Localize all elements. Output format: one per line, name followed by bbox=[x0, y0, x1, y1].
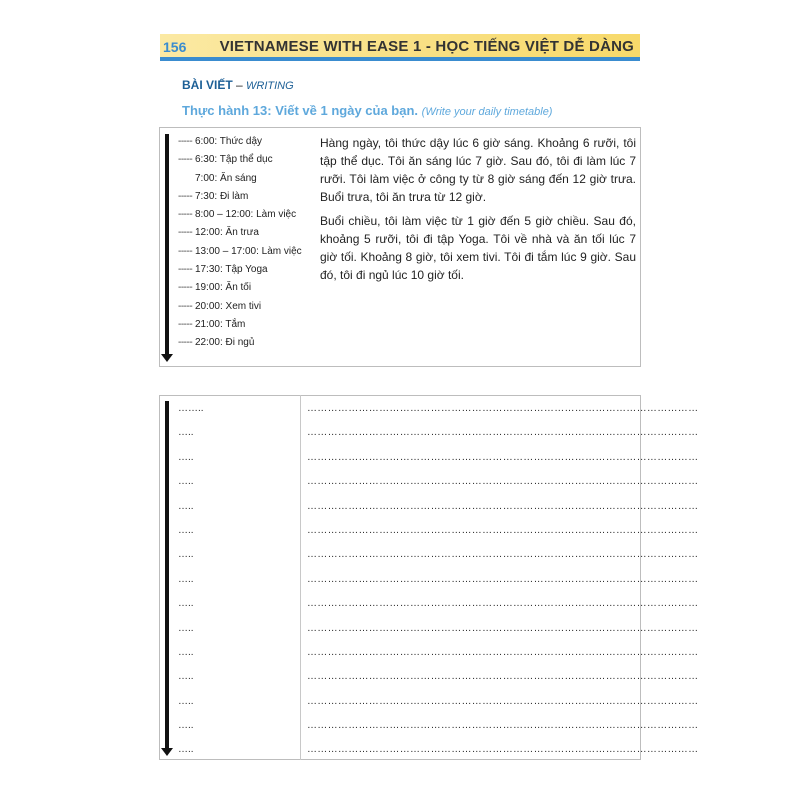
schedule-entry: 6:00: Thức dậy bbox=[194, 136, 263, 147]
writing-line[interactable]: …………………………………………………………………………………………………… bbox=[307, 695, 699, 707]
schedule-entry: 7:30: Đi làm bbox=[194, 190, 249, 202]
writing-line[interactable]: …………………………………………………………………………………………………… bbox=[307, 598, 699, 610]
schedule-item bbox=[178, 208, 302, 226]
dash-leader: ----- bbox=[178, 190, 193, 202]
schedule-item bbox=[178, 190, 302, 208]
timeline-arrow-icon bbox=[165, 401, 169, 749]
writing-line[interactable]: …………………………………………………………………………………………………… bbox=[307, 427, 699, 439]
schedule-item bbox=[178, 336, 302, 354]
page-header bbox=[160, 34, 640, 61]
schedule-item bbox=[178, 300, 302, 318]
practice-time-column bbox=[178, 402, 204, 768]
section-heading bbox=[182, 78, 294, 92]
writing-line[interactable]: …………………………………………………………………………………………………… bbox=[307, 403, 699, 414]
timeline-arrow-icon bbox=[165, 134, 169, 355]
practice-writing-column bbox=[307, 402, 699, 768]
time-blank[interactable]: ….. bbox=[178, 427, 194, 439]
writing-line[interactable]: …………………………………………………………………………………………………… bbox=[307, 524, 699, 536]
time-blank[interactable]: ….. bbox=[178, 695, 194, 707]
section-title-separator: – bbox=[232, 78, 247, 92]
writing-line[interactable]: …………………………………………………………………………………………………… bbox=[307, 622, 699, 634]
writing-line[interactable]: …………………………………………………………………………………………………… bbox=[307, 671, 699, 683]
schedule-item bbox=[178, 318, 302, 336]
page-number: 156 bbox=[163, 39, 187, 55]
schedule-entry: 22:00: Đi ngủ bbox=[194, 337, 255, 349]
schedule-list bbox=[178, 135, 302, 355]
example-paragraph: Buổi chiều, tôi làm việc từ 1 giờ đến 5 giờ chiều. Sau đó, khoảng 5 rưỡi, tôi đi tập Yoga. Tôi về nhà và ăn tối lúc 7 giờ tối. Khoảng 8 giờ, tôi xem tivi. Tôi đi tắm lúc 9 giờ. Sau đó, tôi đi ngủ lúc 10 giờ tối. bbox=[320, 214, 636, 282]
time-blank[interactable]: ….. bbox=[178, 524, 194, 536]
book-title: VIETNAMESE WITH EASE 1 - HỌC TIẾNG VIỆT DỄ DÀNG bbox=[219, 38, 634, 55]
schedule-item bbox=[178, 263, 302, 281]
schedule-item bbox=[178, 281, 302, 299]
schedule-item bbox=[178, 153, 302, 171]
exercise-title-vi: Thực hành 13: Viết về 1 ngày của bạn. bbox=[182, 103, 419, 118]
schedule-entry: 7:00: Ăn sáng bbox=[195, 172, 257, 184]
schedule-entry: 13:00 – 17:00: Làm việc bbox=[194, 245, 302, 257]
schedule-entry: 12:00: Ăn trưa bbox=[194, 227, 259, 239]
schedule-entry: 19:00: Ăn tối bbox=[194, 282, 252, 294]
writing-line[interactable]: …………………………………………………………………………………………………… bbox=[307, 500, 699, 512]
exercise-title-en: (Write your daily timetable) bbox=[421, 106, 553, 118]
schedule-item bbox=[178, 245, 302, 263]
writing-line[interactable]: …………………………………………………………………………………………………… bbox=[307, 451, 699, 463]
dash-leader: ----- bbox=[178, 318, 193, 330]
schedule-entry: 17:30: Tập Yoga bbox=[194, 264, 268, 276]
time-blank[interactable]: ….. bbox=[178, 744, 194, 756]
time-blank[interactable]: ….. bbox=[178, 671, 194, 683]
writing-line[interactable]: …………………………………………………………………………………………………… bbox=[307, 646, 699, 658]
dash-leader: ----- bbox=[178, 337, 193, 349]
writing-line[interactable]: …………………………………………………………………………………………………… bbox=[307, 573, 699, 585]
schedule-entry: 6:30: Tập thể dục bbox=[194, 154, 273, 166]
time-blank[interactable]: …….. bbox=[178, 403, 204, 414]
section-title-vi: BÀI VIẾT bbox=[182, 78, 233, 92]
dash-leader: ----- bbox=[178, 227, 193, 239]
time-blank[interactable]: ….. bbox=[178, 622, 194, 634]
example-paragraph: Hàng ngày, tôi thức dậy lúc 6 giờ sáng. Khoảng 6 rưỡi, tôi tập thể dục. Tôi ăn sáng lúc 7 giờ. Sau đó, tôi đi làm lúc 7 rưỡi. Tôi làm việc ở công ty từ 8 giờ sáng đến 12 giờ trưa. Buổi trưa, tôi ăn trưa từ 12 giờ. bbox=[320, 136, 636, 204]
schedule-item bbox=[178, 226, 302, 244]
dash-leader: ----- bbox=[178, 245, 193, 257]
writing-line[interactable]: …………………………………………………………………………………………………… bbox=[307, 744, 699, 756]
writing-line[interactable]: …………………………………………………………………………………………………… bbox=[307, 476, 699, 488]
schedule-entry: 21:00: Tắm bbox=[194, 318, 246, 330]
dash-leader: ----- bbox=[178, 264, 193, 276]
practice-column-divider bbox=[300, 395, 301, 760]
schedule-entry: 8:00 – 12:00: Làm việc bbox=[194, 209, 297, 221]
schedule-entry: 20:00: Xem tivi bbox=[194, 300, 262, 312]
time-blank[interactable]: ….. bbox=[178, 573, 194, 585]
exercise-title bbox=[182, 103, 552, 118]
dash-leader: ----- bbox=[178, 209, 193, 221]
dash-leader: ----- bbox=[178, 136, 193, 147]
time-blank[interactable]: ….. bbox=[178, 500, 194, 512]
dash-leader: ----- bbox=[178, 154, 193, 166]
schedule-item bbox=[178, 135, 302, 153]
time-blank[interactable]: ….. bbox=[178, 598, 194, 610]
time-blank[interactable]: ….. bbox=[178, 451, 194, 463]
dash-leader: ----- bbox=[178, 282, 193, 294]
schedule-item bbox=[178, 172, 302, 190]
time-blank[interactable]: ….. bbox=[178, 476, 194, 488]
time-blank[interactable]: ….. bbox=[178, 720, 194, 732]
writing-line[interactable]: …………………………………………………………………………………………………… bbox=[307, 549, 699, 561]
dash-leader: ----- bbox=[178, 300, 193, 312]
writing-line[interactable]: …………………………………………………………………………………………………… bbox=[307, 720, 699, 732]
example-paragraphs bbox=[320, 134, 636, 290]
time-blank[interactable]: ….. bbox=[178, 549, 194, 561]
time-blank[interactable]: ….. bbox=[178, 646, 194, 658]
section-title-en: WRITING bbox=[246, 80, 294, 92]
